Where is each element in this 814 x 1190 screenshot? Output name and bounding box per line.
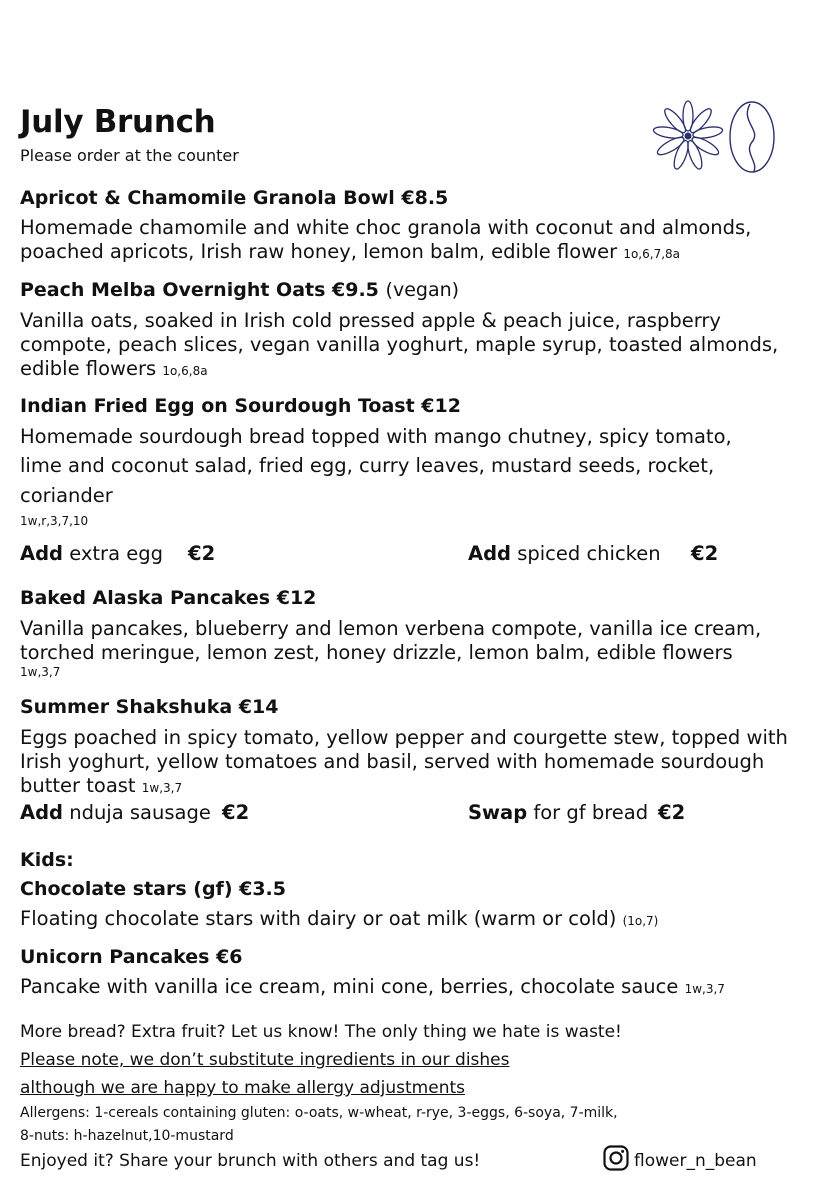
share-note: Enjoyed it? Share your brunch with others and tag us! xyxy=(20,1151,481,1171)
allergen-codes: 1o,6,8a xyxy=(162,364,208,378)
menu-item-name: Unicorn Pancakes €6 xyxy=(20,946,243,968)
addon-option xyxy=(20,542,163,565)
addon-verb: Add xyxy=(20,542,64,565)
addon-text: for gf bread xyxy=(527,801,649,824)
description-text: Homemade chamomile and white choc granola with coconut and almonds, poached apricots, Irish raw honey, lemon balm, edible flower xyxy=(20,216,752,263)
addon-price: €2 xyxy=(691,542,719,565)
menu-item-name xyxy=(20,279,459,301)
menu-item-title: Peach Melba Overnight Oats €9.5 xyxy=(20,279,379,301)
addon-option xyxy=(468,801,648,824)
flower-and-coffee-bean-logo-icon xyxy=(648,100,778,176)
allergen-codes: 1w,3,7 xyxy=(141,781,183,795)
page-title: July Brunch xyxy=(20,104,216,140)
description-text: Vanilla oats, soaked in Irish cold pressed apple & peach juice, raspberry compote, peach slices, vegan vanilla yoghurt, maple syrup, toasted almonds, edible flowers xyxy=(20,309,779,380)
menu-item-name: Apricot & Chamomile Granola Bowl €8.5 xyxy=(20,187,449,209)
menu-item-name: Chocolate stars (gf) €3.5 xyxy=(20,878,286,900)
allergen-codes: (1o,7) xyxy=(622,914,659,928)
allergen-legend: Allergens: 1-cereals containing gluten: o-oats, w-wheat, r-rye, 3-eggs, 6-soya, 7-milk, xyxy=(20,1105,618,1121)
menu-item-name: Summer Shakshuka €14 xyxy=(20,696,279,718)
description-text: Floating chocolate stars with dairy or oat milk (warm or cold) xyxy=(20,907,617,930)
addon-verb: Add xyxy=(20,801,64,824)
allergen-legend: 8-nuts: h-hazelnut,10-mustard xyxy=(20,1128,234,1144)
allergen-codes: 1w,r,3,7,10 xyxy=(20,514,89,528)
menu-item-description xyxy=(20,216,795,266)
addon-option xyxy=(20,801,211,824)
addon-verb: Add xyxy=(468,542,512,565)
description-line: coriander xyxy=(20,484,113,507)
instagram-icon[interactable] xyxy=(603,1145,629,1171)
description-text: Eggs poached in spicy tomato, yellow pepper and courgette stew, topped with Irish yoghurt, yellow tomatoes and basil, served with homemade sourdough butter toast xyxy=(20,726,788,797)
addon-option xyxy=(468,542,661,565)
menu-item-name: Indian Fried Egg on Sourdough Toast €12 xyxy=(20,395,461,417)
menu-item-description xyxy=(20,907,658,933)
description-line: Homemade sourdough bread topped with mango chutney, spicy tomato, xyxy=(20,425,732,448)
addon-price: €2 xyxy=(658,801,686,824)
allergen-codes: 1w,3,7 xyxy=(20,665,61,679)
waste-note: More bread? Extra fruit? Let us know! The only thing we hate is waste! xyxy=(20,1022,622,1042)
menu-item-description xyxy=(20,726,800,800)
allergen-codes: 1o,6,7,8a xyxy=(623,247,681,261)
addon-text: extra egg xyxy=(63,542,163,565)
addon-price: €2 xyxy=(188,542,216,565)
menu-item-note: (vegan) xyxy=(385,279,460,301)
menu-item-description xyxy=(20,975,725,1001)
menu-item-description: Vanilla pancakes, blueberry and lemon verbena compote, vanilla ice cream, torched meringue, lemon zest, honey drizzle, lemon balm, edible flowers xyxy=(20,617,762,664)
kids-heading: Kids: xyxy=(20,849,74,871)
description-text: Pancake with vanilla ice cream, mini cone, berries, chocolate sauce xyxy=(20,975,679,998)
description-line: lime and coconut salad, fried egg, curry leaves, mustard seeds, rocket, xyxy=(20,454,715,477)
allergen-codes: 1w,3,7 xyxy=(684,982,725,996)
addon-price: €2 xyxy=(222,801,250,824)
instagram-handle[interactable]: flower_n_bean xyxy=(634,1151,757,1171)
addon-verb: Swap xyxy=(468,801,528,824)
addon-text: spiced chicken xyxy=(511,542,661,565)
policy-note: although we are happy to make allergy adjustments xyxy=(20,1078,465,1098)
policy-note: Please note, we don’t substitute ingredients in our dishes xyxy=(20,1050,510,1070)
menu-item-description xyxy=(20,309,800,383)
menu-item-name: Baked Alaska Pancakes €12 xyxy=(20,587,317,609)
addon-text: nduja sausage xyxy=(63,801,211,824)
page-subtitle: Please order at the counter xyxy=(20,146,239,165)
